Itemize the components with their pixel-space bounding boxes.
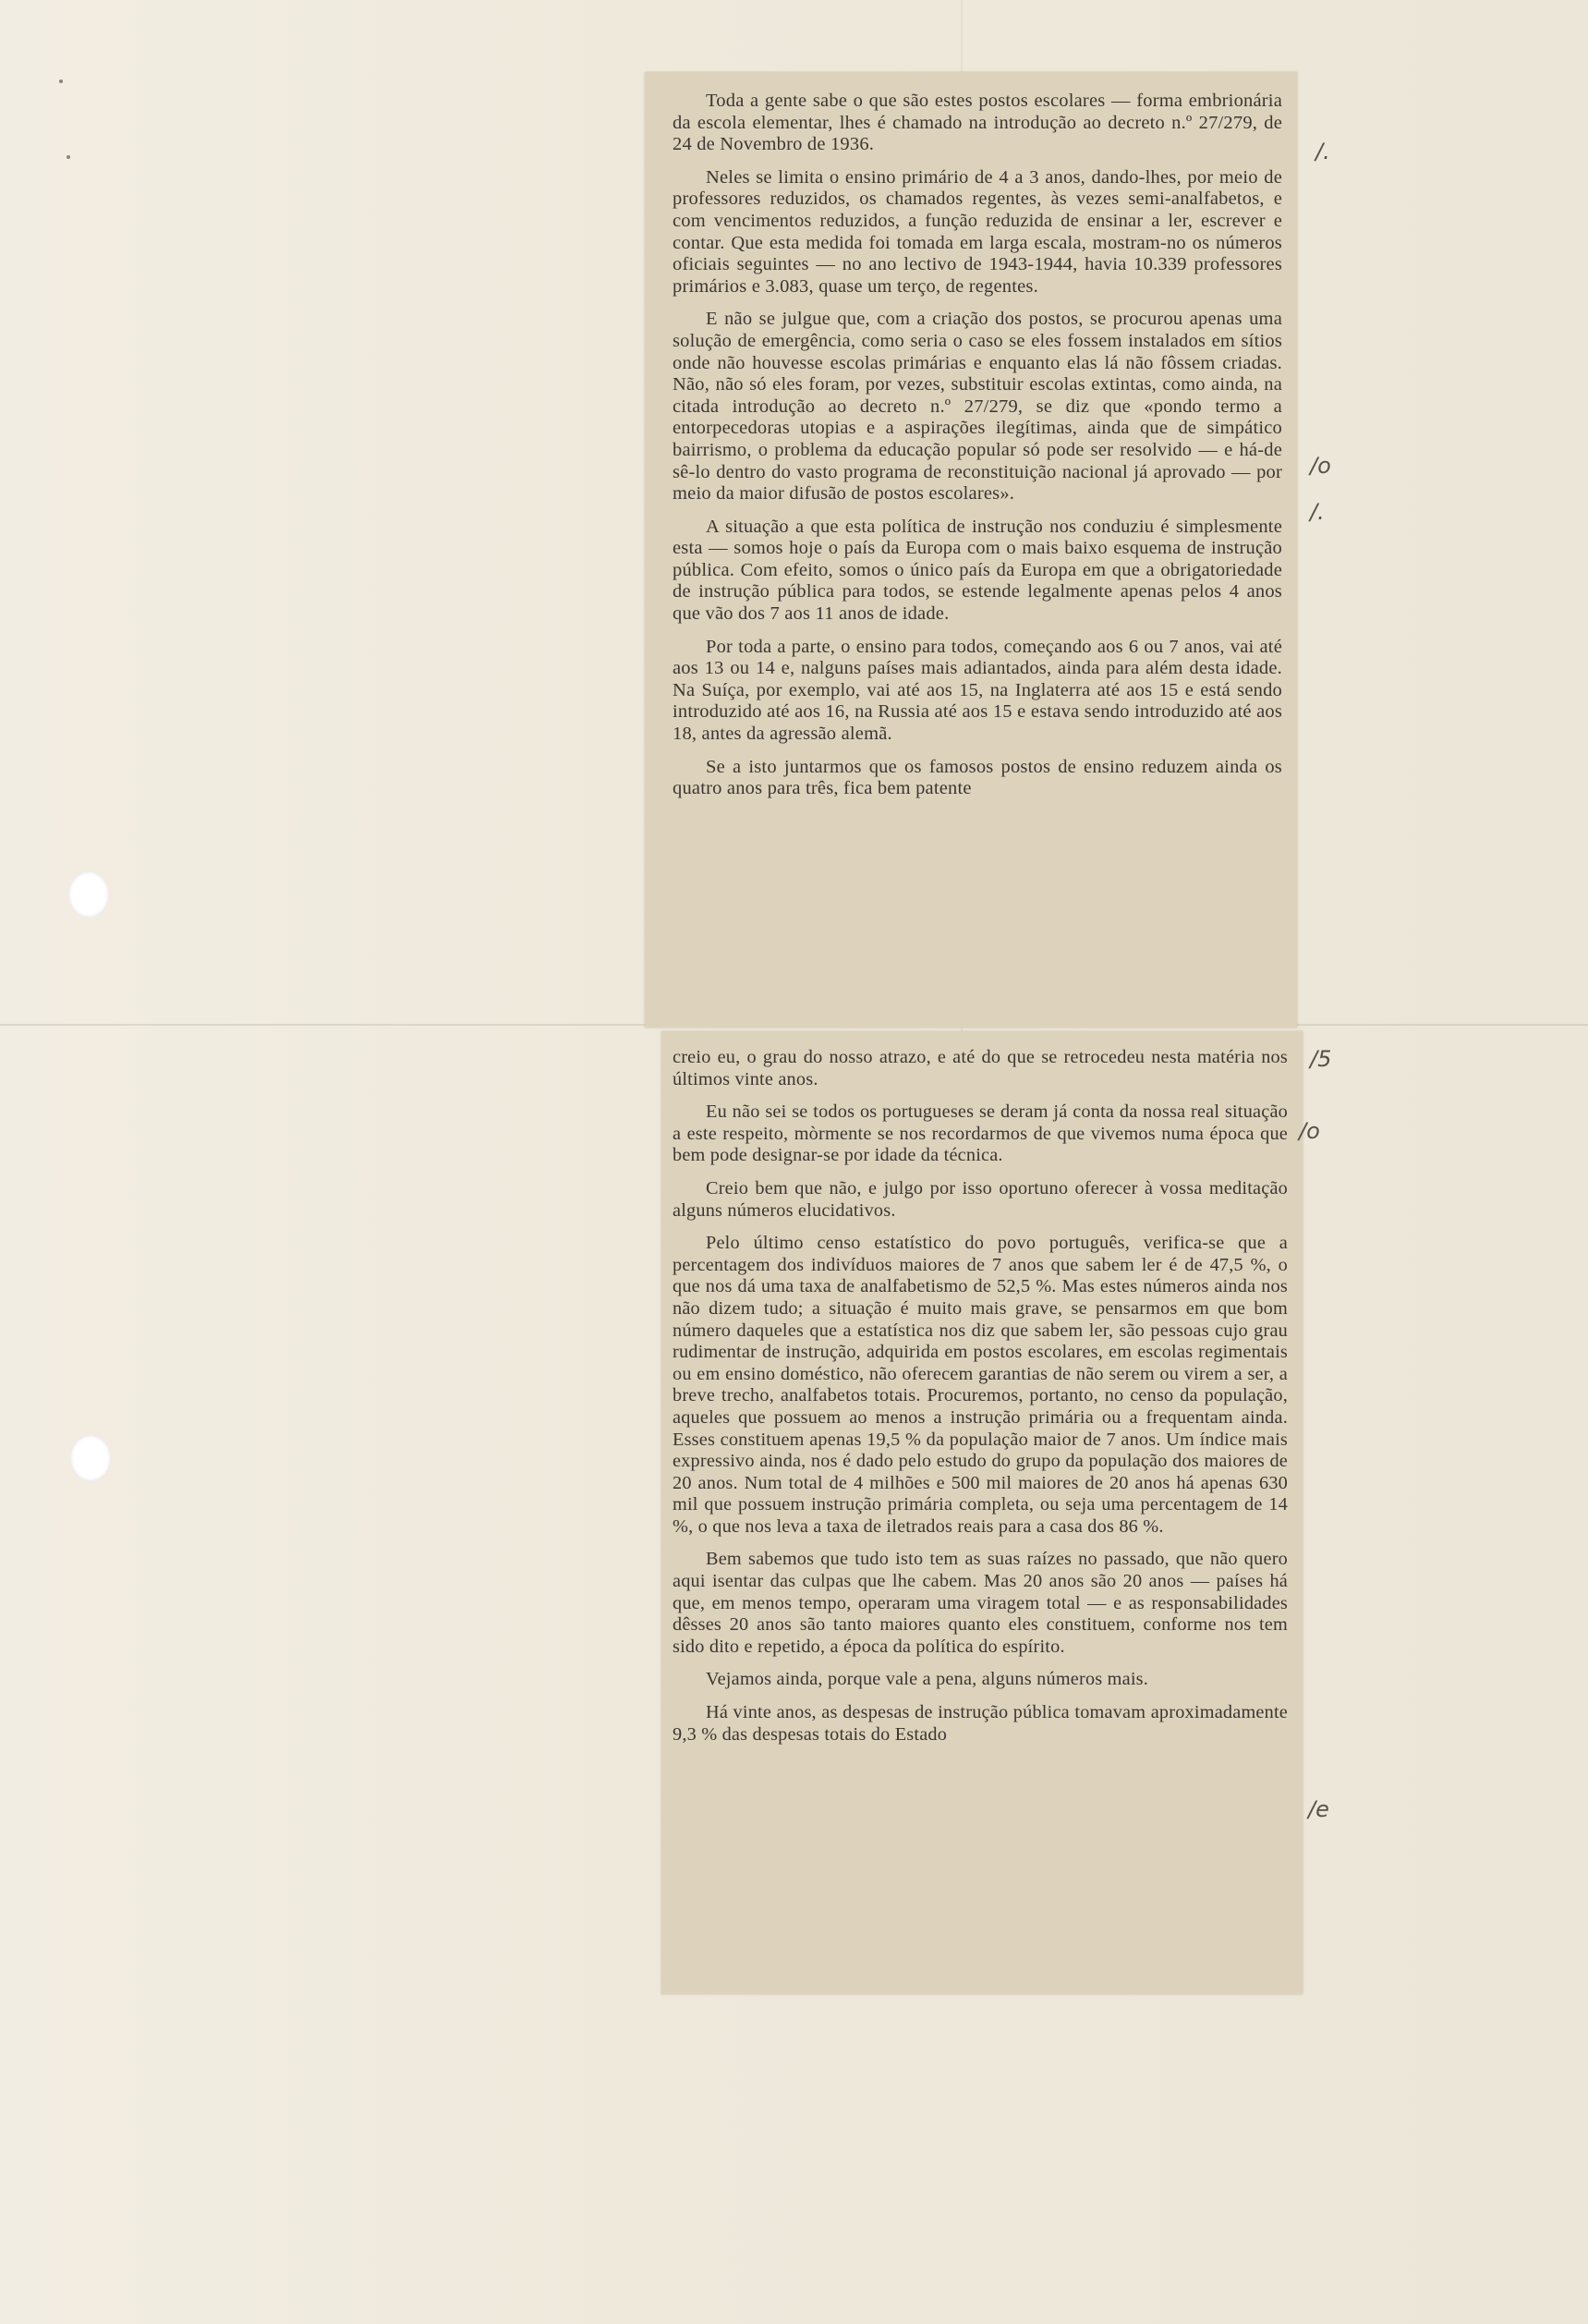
clipping-top-text (673, 91, 1282, 811)
paragraph: Por toda a parte, o ensino para todos, começando aos 6 ou 7 anos, vai até aos 13 ou 14 e, nalguns países mais adiantados, ainda para além desta idade. Na Suíça, por exemplo, vai até aos 15, na Inglaterra até aos 15 e está sendo introduzido até aos 16, na Russia até aos 15 e estava sendo introduzido até aos 18, antes da agressão alemã. (673, 636, 1282, 745)
margin-annotation: /5 (1310, 1046, 1332, 1072)
paper-speck (67, 155, 70, 159)
paper-speck (59, 79, 63, 83)
paragraph: A situação a que esta política de instrução nos conduziu é simplesmente esta — somos hoje o país da Europa com o mais baixo esquema de instrução pública. Com efeito, somos o único país da Europa em que a obrigatoriedade de instrução pública para todos, se estende legalmente apenas pelos 4 anos que vão dos 7 aos 11 anos de idade. (673, 516, 1282, 625)
punch-hole-top (68, 871, 109, 918)
paragraph: Bem sabemos que tudo isto tem as suas raízes no passado, que não quero aqui isentar das culpas que lhe cabem. Mas 20 anos são 20 anos — países há que, em menos tempo, operaram uma viragem total — e as responsabilidades dêsses 20 anos são tanto maiores quanto eles constituem, conforme nos tem sido dito e repetido, a época da política do espírito. (673, 1549, 1288, 1657)
paragraph: Se a isto juntarmos que os famosos postos de ensino reduzem ainda os quatro anos para três, fica bem patente (673, 756, 1282, 799)
paragraph: E não se julgue que, com a criação dos postos, se procurou apenas uma solução de emergência, como seria o caso se eles fossem instalados em sítios onde não houvesse escolas primárias e enquanto elas lá não fôssem criadas. Não, não só eles foram, por vezes, substituir escolas extintas, como ainda, na citada introdução ao decreto n.º 27/279, se diz que «pondo termo a entorpecedoras utopias e a aspirações ilegítimas, ainda que de simpático bairrismo, o problema da educação popular só pode ser resolvido — e há-de sê-lo dentro do vasto programa de reconstituição nacional já aprovado — por meio da maior difusão de postos escolares». (673, 309, 1282, 505)
margin-annotation: /e (1308, 1796, 1329, 1822)
margin-annotation: /o (1310, 453, 1331, 479)
clipping-bottom-text (673, 1047, 1288, 1757)
punch-hole-bottom (70, 1435, 111, 1481)
paragraph: Pelo último censo estatístico do povo português, verifica-se que a percentagem dos indivíduos maiores de 7 anos que sabem ler é de 47,5 %, o que nos dá uma taxa de analfabetismo de 52,5 %. Mas estes números ainda nos não dizem tudo; a situação é muito mais grave, se pensarmos em que bom número daqueles que a estatística nos diz que sabem ler, são pessoas cujo grau rudimentar de instrução, adquirida em postos escolares, em escolas regimentais ou em ensino doméstico, não oferecem garantias de não serem ou virem a ser, a breve trecho, analfabetos totais. Procuremos, portanto, no censo da população, aqueles que possuem ao menos a instrução primária ou a frequentam ainda. Esses constituem apenas 19,5 % da população maior de 7 anos. Um índice mais expressivo ainda, nos é dado pelo estudo do grupo da população dos maiores de 20 anos. Num total de 4 milhões e 500 mil maiores de 20 anos há apenas 630 mil que possuem instrução primária completa, ou seja uma percentagem de 14 %, o que nos leva a taxa de iletrados reais para a casa dos 86 %. (673, 1233, 1288, 1537)
paragraph: Creio bem que não, e julgo por isso oportuno oferecer à vossa meditação alguns números elucidativos. (673, 1177, 1288, 1221)
paragraph: Há vinte anos, as despesas de instrução pública tomavam aproximadamente 9,3 % das despesas totais do Estado (673, 1702, 1288, 1745)
margin-annotation: /. (1310, 499, 1325, 525)
margin-annotation: /o (1299, 1118, 1320, 1144)
paragraph: creio eu, o grau do nosso atrazo, e até do que se retrocedeu nesta matéria nos últimos vinte anos. (673, 1047, 1288, 1089)
paragraph: Vejamos ainda, porque vale a pena, alguns números mais. (706, 1669, 1149, 1690)
paragraph: Toda a gente sabe o que são estes postos escolares — forma embrionária da escola elementar, lhes é chamado na introdução ao decreto n.º 27/279, de 24 de Novembro de 1936. (673, 91, 1282, 155)
margin-annotation: /. (1315, 139, 1330, 164)
paragraph: Neles se limita o ensino primário de 4 a 3 anos, dando-lhes, por meio de professores reduzidos, os chamados regentes, às vezes semi-analfabetos, e com vencimentos reduzidos, a função reduzida de ensinar a ler, escrever e contar. Que esta medida foi tomada em larga escala, mostram-no os números oficiais seguintes — no ano lectivo de 1943-1944, havia 10.339 professores primários e 3.083, quase um terço, de regentes. (673, 166, 1282, 297)
paragraph: Eu não sei se todos os portugueses se deram já conta da nossa real situação a este respeito, mòrmente se nos recordarmos de que vivemos numa época que bem pode designar-se por idade da técnica. (673, 1101, 1288, 1166)
